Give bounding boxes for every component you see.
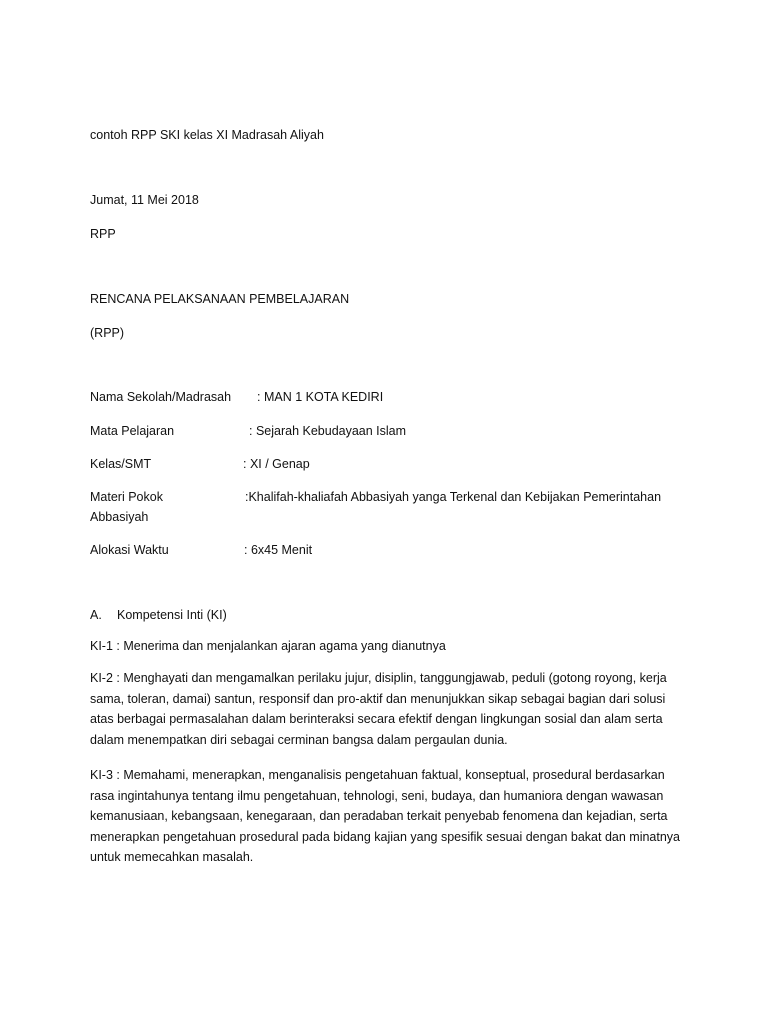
rpp-short-title: RPP [90,227,116,241]
topic-label: Materi Pokok [90,490,163,504]
class-value: : XI / Genap [243,457,310,471]
ki1-paragraph [90,636,680,657]
rpp-paren-title: (RPP) [90,326,125,340]
ki1-text: Menerima dan menjalankan ajaran agama yang dianutnya [119,639,446,653]
time-value: : 6x45 Menit [244,543,313,557]
ki2-text: Menghayati dan mengamalkan perilaku jujur, disiplin, tanggungjawab, peduli (gotong royong, kerja sama, toleran, damai) santun, responsif dan pro-aktif dan menunjukkan sikap sebagai bagian dari solusi atas berbagai permasalahan dalam berinteraksi secara efektif dengan lingkungan sosial dan alam serta dalam menempatkan diri sebagai cerminan bangsa dalam pergaulan dunia. [90,671,667,747]
ki3-paragraph [90,765,680,868]
school-label: Nama Sekolah/Madrasah [90,390,232,404]
section-a-letter: A. [90,608,102,622]
document-heading: contoh RPP SKI kelas XI Madrasah Aliyah [90,128,324,142]
ki2-paragraph [90,668,680,750]
subject-label: Mata Pelajaran [90,424,175,438]
rpp-full-title: RENCANA PELAKSANAAN PEMBELAJARAN [90,292,350,306]
ki3-text: Memahami, menerapkan, menganalisis pengetahuan faktual, konseptual, prosedural berdasarkan rasa ingintahunya tentang ilmu pengetahuan, tehnologi, seni, budaya, dan humaniora dengan wawasan kemanusiaan, kebangsaan, kenegaraan, dan peradaban terkait penyebab fenomena dan kejadian, serta menerapkan pengetahuan prosedural pada bidang kajian yang spesifik sesuai dengan bakat dan minatnya untuk memecahkan masalah. [90,768,681,864]
school-value: : MAN 1 KOTA KEDIRI [257,390,384,404]
ki1-label: KI-1 : [90,639,120,653]
document-date: Jumat, 11 Mei 2018 [90,193,199,207]
ki2-label: KI-2 : [90,671,120,685]
time-label: Alokasi Waktu [90,543,169,557]
class-label: Kelas/SMT [90,457,152,471]
topic-continued: Abbasiyah [90,510,149,524]
topic-value: :Khalifah-khaliafah Abbasiyah yanga Terkenal dan Kebijakan Pemerintahan [245,490,662,504]
subject-value: : Sejarah Kebudayaan Islam [249,424,407,438]
ki3-label: KI-3 : [90,768,120,782]
section-a-title: Kompetensi Inti (KI) [117,608,227,622]
